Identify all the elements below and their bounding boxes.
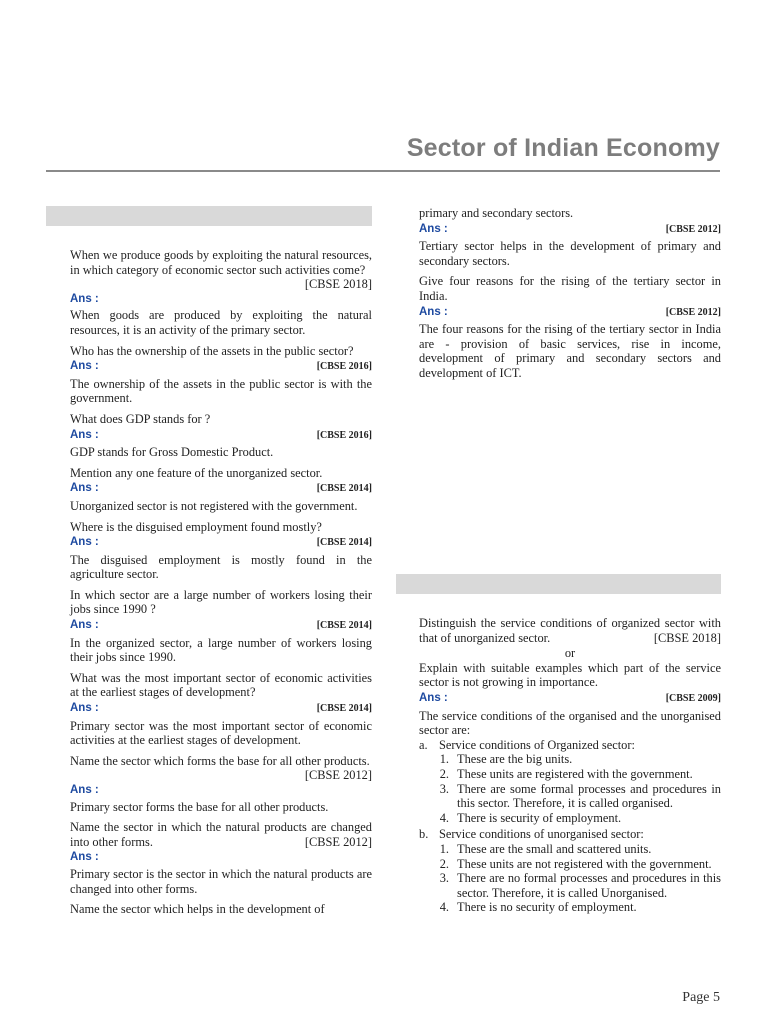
- answer-intro: The service conditions of the organised and the unorganised sector are:: [419, 708, 721, 738]
- qa-item-2: [70, 344, 372, 406]
- right-column-top: [419, 206, 721, 387]
- list-item: 3. There are no formal processes and procedures in this sector. Therefore, it is called Unorganised.: [439, 871, 721, 900]
- answer-text: Tertiary sector helps in the development of primary and secondary sectors.: [419, 239, 721, 268]
- answer-tag: [CBSE 2014]: [316, 620, 372, 632]
- answer-text: Primary sector is the sector in which the natural products are changed into other forms.: [70, 866, 372, 896]
- list-item: 4. There is security of employment.: [439, 810, 622, 825]
- question-tag: [CBSE 2018]: [653, 630, 721, 645]
- page-title: Sector of Indian Economy: [406, 134, 720, 162]
- answer-label: Ans :: [70, 482, 99, 495]
- question-text: Distinguish the service conditions of organized sector with that of unorganized sector.: [419, 616, 721, 645]
- question-tag: [CBSE 2012]: [304, 834, 372, 849]
- qa-item-8: [70, 754, 372, 814]
- qa-item-4: [70, 466, 372, 514]
- question-text: In which sector are a large number of workers losing their jobs since 1990 ?: [70, 587, 372, 617]
- unorganized-list: [419, 842, 721, 915]
- question-text: Give four reasons for the rising of the tertiary sector in India.: [419, 274, 721, 303]
- list-item: 2. These units are registered with the government.: [439, 766, 693, 781]
- title-divider: [46, 170, 720, 172]
- list-item: 1. These are the big units.: [439, 752, 573, 767]
- answer-label: Ans :: [70, 360, 99, 373]
- question-tag: [CBSE 2018]: [304, 277, 372, 292]
- answer-text: The disguised employment is mostly found in the agriculture sector.: [70, 552, 372, 582]
- question-text: What does GDP stands for ?: [70, 411, 211, 426]
- sub-section-b: [419, 827, 721, 842]
- page-number: Page 5: [682, 990, 720, 1005]
- answer-text: When goods are produced by exploiting the natural resources, it is an activity of the primary sector.: [70, 308, 372, 337]
- question-text: What was the most important sector of economic activities at the earliest stages of development?: [70, 670, 372, 700]
- answer-tag: [CBSE 2016]: [316, 429, 372, 441]
- list-item: 3. There are some formal processes and procedures in this sector. Therefore, it is called organised.: [439, 781, 721, 811]
- sub-section-title: Service conditions of Organized sector:: [439, 737, 635, 752]
- question-text: Name the sector which forms the base for all other products.: [70, 753, 370, 768]
- question-text: Who has the ownership of the assets in the public sector?: [70, 343, 354, 358]
- sub-section-a: [419, 738, 721, 753]
- answer-tag: [CBSE 2009]: [665, 692, 721, 704]
- sub-section-label: b.: [419, 827, 429, 842]
- answer-tag: [CBSE 2016]: [316, 361, 372, 373]
- answer-label: Ans :: [70, 619, 99, 632]
- or-separator: or: [564, 646, 576, 661]
- qa-item-1: [70, 248, 372, 338]
- left-column: [70, 248, 372, 922]
- answer-text: The ownership of the assets in the public sector is with the government.: [70, 376, 372, 406]
- answer-text: Primary sector was the most important sector of economic activities at the earliest stages of development.: [70, 718, 372, 748]
- question-text: Mention any one feature of the unorganized sector.: [70, 465, 323, 480]
- answer-label: Ans :: [70, 784, 99, 796]
- answer-tag: [CBSE 2014]: [316, 483, 372, 495]
- answer-label: Ans :: [70, 702, 99, 715]
- list-item: 4. There is no security of employment.: [439, 900, 637, 915]
- question-text-alt: Explain with suitable examples which part of the service sector is not growing in importance.: [419, 660, 721, 690]
- question-text: Name the sector which helps in the development of: [70, 902, 325, 917]
- qa-item-9: [70, 820, 372, 896]
- right-column-bottom: [419, 616, 721, 917]
- answer-text: Unorganized sector is not registered with the government.: [70, 498, 358, 513]
- question-tag: [CBSE 2012]: [304, 768, 372, 783]
- answer-text: GDP stands for Gross Domestic Product.: [70, 445, 274, 460]
- question-text: When we produce goods by exploiting the natural resources, in which category of economic sector such activities come?: [70, 248, 372, 277]
- answer-tag: [CBSE 2014]: [316, 537, 372, 549]
- list-item: 2. These units are not registered with the government.: [439, 856, 712, 871]
- answer-label: Ans :: [70, 851, 99, 864]
- section-band-right: [396, 574, 721, 594]
- answer-text: Primary sector forms the base for all other products.: [70, 799, 329, 814]
- question-continuation: primary and secondary sectors.: [419, 206, 574, 220]
- qa-item-10: [70, 902, 372, 917]
- answer-label: Ans :: [419, 305, 448, 318]
- qa-item-6: [70, 588, 372, 665]
- qa-item-3: [70, 412, 372, 460]
- sub-section-label: a.: [419, 737, 428, 752]
- section-band-left: [46, 206, 372, 226]
- qa-item-7: [70, 671, 372, 748]
- answer-tag: [CBSE 2012]: [665, 306, 721, 318]
- answer-label: Ans :: [70, 536, 99, 549]
- question-text: Where is the disguised employment found mostly?: [70, 519, 322, 534]
- answer-text: In the organized sector, a large number of workers losing their jobs since 1990.: [70, 635, 372, 665]
- sub-section-title: Service conditions of unorganised sector:: [439, 827, 644, 842]
- answer-label: Ans :: [70, 292, 99, 305]
- answer-tag: [CBSE 2014]: [316, 703, 372, 715]
- answer-label: Ans :: [70, 428, 99, 441]
- organized-list: [419, 752, 721, 825]
- question-text: Name the sector in which the natural products are changed into other forms.: [70, 820, 372, 849]
- answer-tag: [CBSE 2012]: [665, 223, 721, 235]
- list-item: 1. These are the small and scattered units.: [439, 841, 652, 856]
- qa-item-5: [70, 520, 372, 582]
- answer-label: Ans :: [419, 222, 448, 235]
- answer-text: The four reasons for the rising of the tertiary sector in India are - provision of basic services, rise in income, development of primary and secondary sectors and development of ICT.: [419, 322, 721, 380]
- answer-label: Ans :: [419, 691, 448, 704]
